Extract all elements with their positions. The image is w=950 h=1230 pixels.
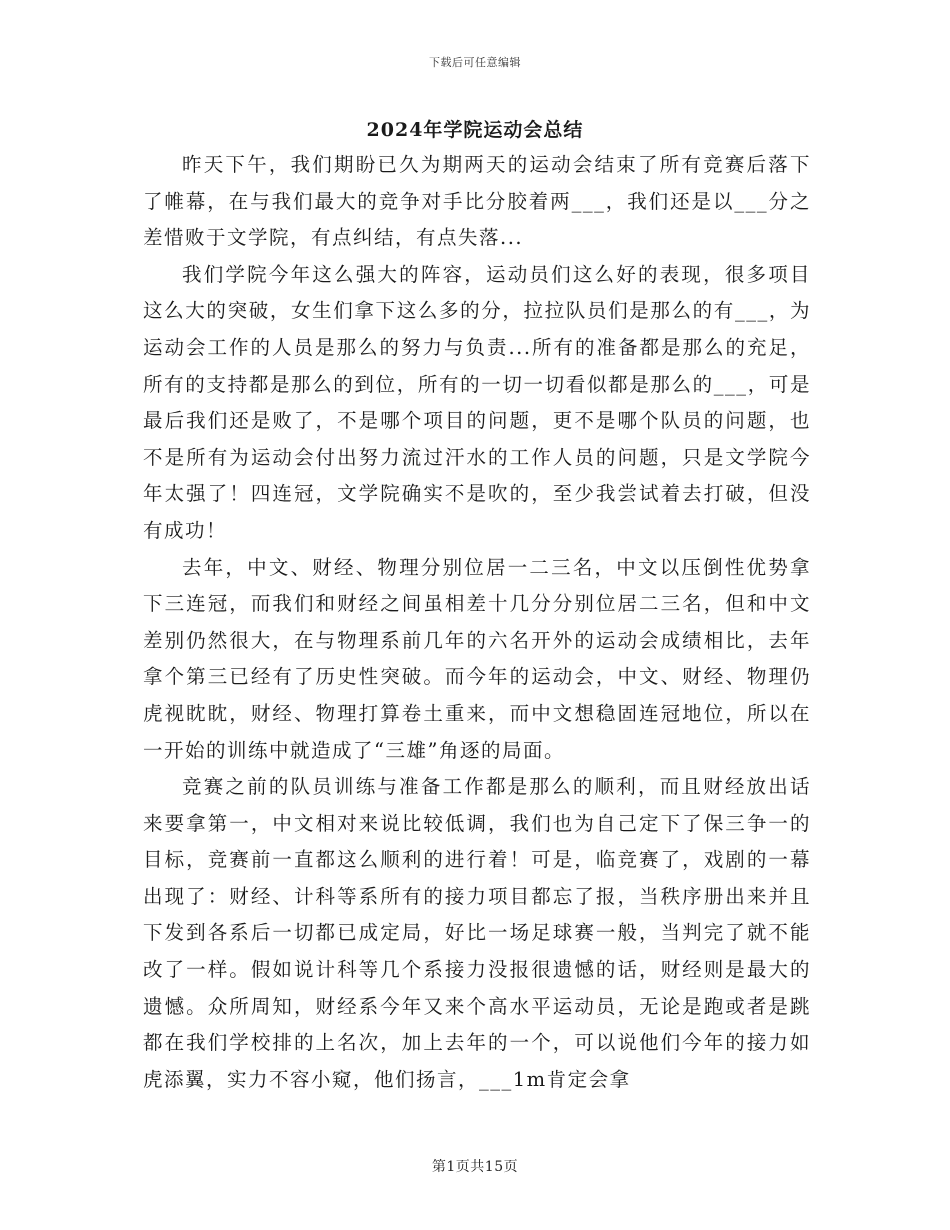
document-body — [143, 147, 811, 1098]
paragraph: 昨天下午，我们期盼已久为期两天的运动会结束了所有竞赛后落下了帷幕，在与我们最大的竞争对手比分胶着两___，我们还是以___分之差惜败于文学院，有点纠结，有点失落... — [143, 153, 811, 250]
paragraph: 竞赛之前的队员训练与准备工作都是那么的顺利，而且财经放出话来要拿第一，中文相对来说比较低调，我们也为自己定下了保三争一的目标，竞赛前一直都这么顺利的进行着！可是，临竞赛了，戏剧的一幕出现了：财经、计科等系所有的接力项目都忘了报，当秩序册出来并且下发到各系后一切都已成定局，好比一场足球赛一般，当判完了就不能改了一样。假如说计科等几个系接力没报很遗憾的话，财经则是最大的遗憾。众所周知，财经系今年又来个高水平运动员，无论是跑或者是跳都在我们学校排的上名次，加上去年的一个，可以说他们今年的接力如虎添翼，实力不容小窥，他们扬言，___1m肯定会拿 — [143, 775, 811, 1091]
paragraph: 去年，中文、财经、物理分别位居一二三名，中文以压倒性优势拿下三连冠，而我们和财经之间虽相差十几分分别位居二三名，但和中文差别仍然很大，在与物理系前几年的六名开外的运动会成绩相比，去年拿个第三已经有了历史性突破。而今年的运动会，中文、财经、物理仍虎视眈眈，财经、物理打算卷土重来，而中文想稳固连冠地位，所以在一开始的训练中就造成了“三雄”角逐的局面。 — [143, 555, 811, 762]
document-title: 2024年学院运动会总结 — [366, 119, 584, 141]
paragraph: 我们学院今年这么强大的阵容，运动员们这么好的表现，很多项目这么大的突破，女生们拿下这么多的分，拉拉队员们是那么的有___，为运动会工作的人员是那么的努力与负责...所有的准备都是那么的充足，所有的支持都是那么的到位，所有的一切一切看似都是那么的___，可是最后我们还是败了，不是哪个项目的问题，更不是哪个队员的问题，也不是所有为运动会付出努力流过汗水的工作人员的问题，只是文学院今年太强了！四连冠，文学院确实不是吹的，至少我尝试着去打破，但没有成功！ — [143, 262, 811, 542]
page-indicator: 第1页共15页 — [431, 1159, 519, 1175]
download-note: 下载后可任意编辑 — [429, 56, 521, 69]
